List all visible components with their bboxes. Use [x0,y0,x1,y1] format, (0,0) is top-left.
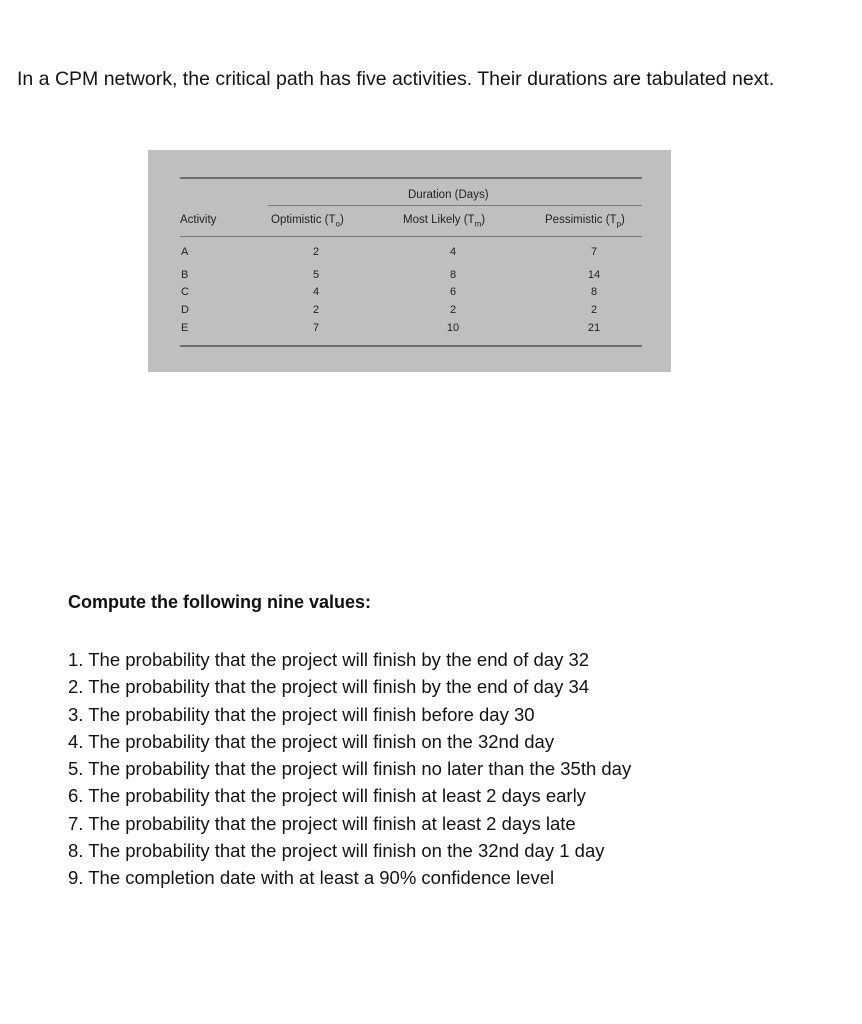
duration-group-rule [268,205,642,206]
cell-most-likely-b: 8 [449,269,457,281]
question-item: 1. The probability that the project will finish by the end of day 32 [68,649,590,670]
header-bottom-rule [180,236,642,237]
cell-most-likely-d: 2 [449,304,457,316]
question-item: 4. The probability that the project will finish on the 32nd day [68,730,555,752]
cell-pessimistic-e: 21 [587,322,601,334]
cell-pessimistic-c: 8 [590,286,598,298]
section-title: Compute the following nine values: [68,592,372,612]
question-list [68,646,631,892]
question-item: 9. The completion date with at least a 90% confidence level [68,867,555,889]
duration-group-header: Duration (Days) [408,189,489,201]
table-bottom-rule [180,345,642,347]
cell-activity-d: D [181,304,189,316]
question-item: 8. The probability that the project will finish on the 32nd day 1 day [68,840,605,862]
col-header-pessimistic: Pessimistic $(T_p)$ [545,214,625,229]
cell-optimistic-a: 2 [312,246,320,258]
cell-most-likely-c: 6 [449,286,457,298]
cell-pessimistic-a: 7 [590,246,598,258]
cell-optimistic-d: 2 [312,304,320,316]
cell-pessimistic-b: 14 [587,269,601,281]
table-top-rule [180,177,642,179]
col-header-most-likely: Most Likely $(T_m)$ [403,214,486,229]
question-item: 3. The probability that the project will finish before day 30 [68,703,535,725]
intro-text: In a CPM network, the critical path has five activities. Their durations are tabulated next. [17,68,775,90]
question-item: 2. The probability that the project will finish by the end of day 34 [68,676,590,698]
col-header-activity: Activity [180,214,217,226]
cell-pessimistic-d: 2 [590,304,598,316]
duration-table [148,150,671,372]
question-item: 5. The probability that the project will finish no later than the 35th day [68,758,632,780]
cell-most-likely-e: 10 [446,322,460,334]
cell-optimistic-e: 7 [312,322,320,334]
cell-activity-b: B [181,269,189,281]
col-header-optimistic: Optimistic $(T_o)$ [271,214,344,229]
cell-optimistic-c: 4 [312,286,320,298]
question-item: 7. The probability that the project will finish at least 2 days late [68,812,576,834]
cell-activity-e: E [181,322,189,334]
cell-activity-c: C [181,286,189,298]
cell-most-likely-a: 4 [449,246,457,258]
question-item: 6. The probability that the project will finish at least 2 days early [68,785,586,807]
cell-activity-a: A [181,246,189,258]
cell-optimistic-b: 5 [312,269,320,281]
